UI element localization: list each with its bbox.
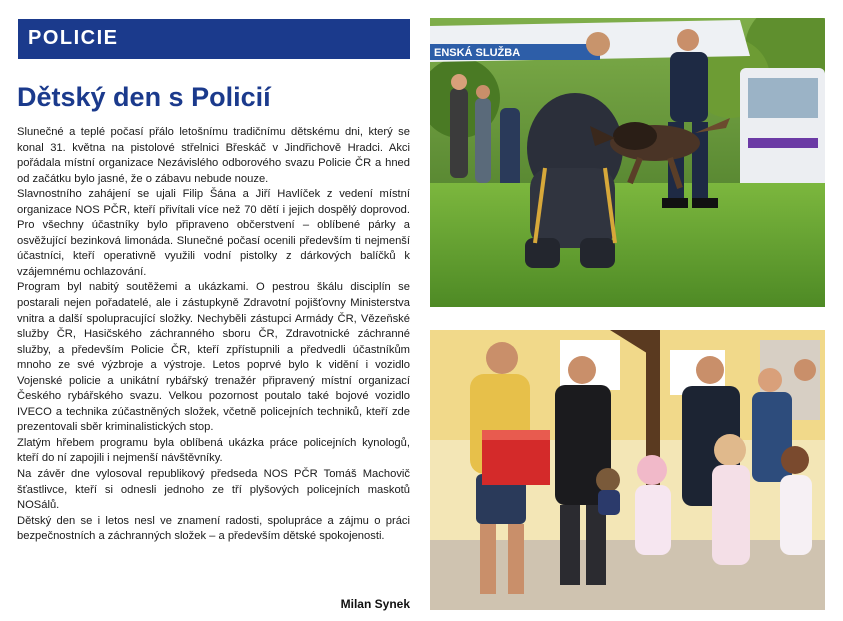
article-paragraph: Zlatým hřebem programu byla oblíbená ukázka práce policejních kynologů, kteří do ní zapojili i nejmenší návštěvníky. xyxy=(17,436,410,465)
section-label: POLICIE xyxy=(28,27,119,49)
article-paragraph: Na závěr dne vylosoval republikový předseda NOS PČR Tomáš Machovič šťastlivce, kteří si odnesli jednoho ze tří plyšových policejních maskotů NOSálů. xyxy=(17,468,410,512)
article-paragraph: Program byl nabitý soutěžemi a ukázkami. O pestrou škálu disciplín se postarali nejen pořadatelé, ale i zástupkyně Zdravotní pojišťovny Ministerstva vnitra a další spolupracující složky. Nechyběli zástupci Armády ČR, Vězeňské služby ČR, Hasičského záchranného sboru ČR, Zdravotnické záchranné služby, a především Policie ČR, kteří zpřístupnili a předvedli účastníkům mnoho ze své výzbroje a výstroje. Letos poprvé bylo k vidění i vozidlo Vojenské policie a unikátní rybářský trenažér připravený místní organizací Českého rybářského svazu. Velkou pozornost poutalo také bojové vozidlo IVECO a technika zúčastněných složek, včetně policejních techniků, kteří zde prezentovali sběr kriminalistických stop. xyxy=(17,281,410,434)
article-body xyxy=(17,125,410,545)
photo-prize-draw xyxy=(430,330,825,610)
section-header-band xyxy=(18,19,410,59)
photo-dog-demonstration xyxy=(430,18,825,307)
prize-draw-illustration xyxy=(430,330,825,610)
dog-demo-illustration xyxy=(430,18,825,307)
article-paragraph: Slavnostního zahájení se ujali Filip Šána a Jiří Havlíček z vedení místní organizace NOS PČR, kteří přivítali více než 70 dětí i jejich dospělý doprovod. Pro všechny účastníky bylo připraveno občerstvení – oblíbené párky a osvěžující bezinková limonáda. Slunečné počasí ocenili především ti nejmenší účastníci, kteří operativně využili vodní pistolky z dárkových balíčků k vzájemnému ochlazování. xyxy=(17,188,410,278)
article-paragraph: Slunečné a teplé počasí přálo letošnímu tradičnímu dětskému dni, který se konal 31. května na pistolové střelnici Břeskáč v Jindřichově Hradci. Akci pořádala místní organizace Nezávislého odborového svazu Policie ČR a hned od začátku bylo jasné, že o zábavu nebude nouze. xyxy=(17,126,410,185)
article-paragraph: Dětský den se i letos nesl ve znamení radosti, spolupráce a zájmu o práci bezpečnostních a záchranných složek – a především dětské spokojenosti. xyxy=(17,514,410,543)
article-headline: Dětský den s Policií xyxy=(17,82,271,112)
author-byline: Milan Synek xyxy=(340,597,410,611)
tent-banner-text: ENSKÁ SLUŽBA xyxy=(434,47,521,59)
